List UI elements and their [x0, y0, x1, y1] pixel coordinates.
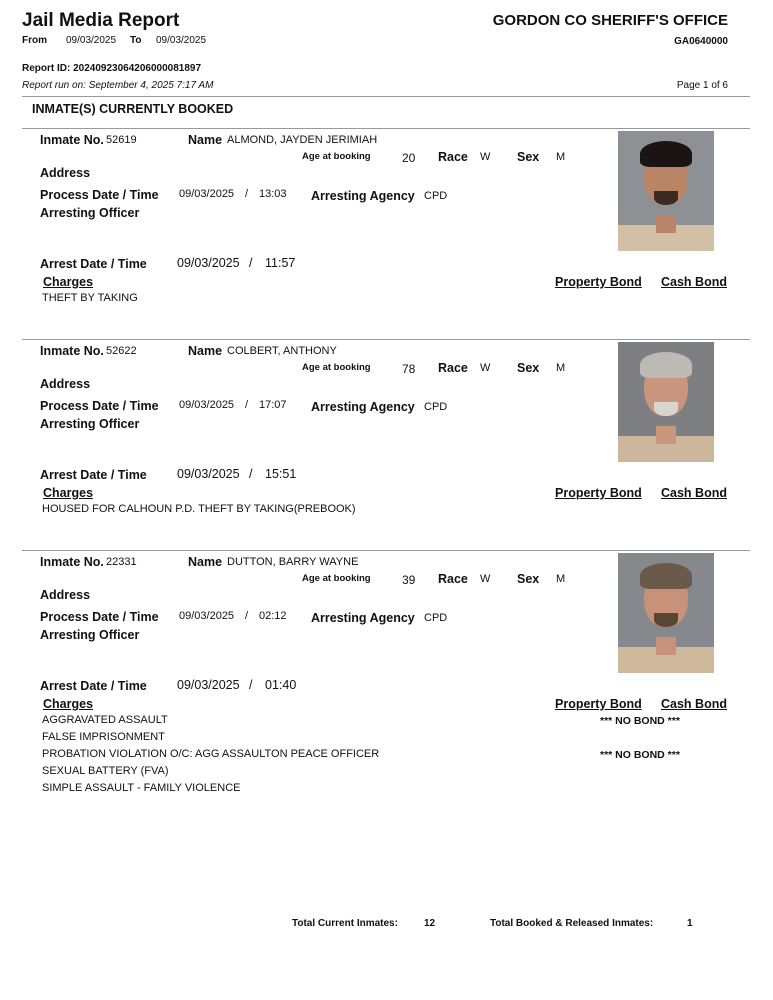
process-label: Process Date / Time: [40, 188, 159, 202]
total-current-label: Total Current Inmates:: [292, 918, 398, 929]
photo-hair: [640, 141, 692, 167]
process-label: Process Date / Time: [40, 399, 159, 413]
to-date: 09/03/2025: [156, 35, 207, 46]
inmate-no-label: Inmate No.: [40, 133, 104, 147]
charges-label: Charges: [43, 275, 94, 289]
inmate-divider: [22, 128, 750, 129]
from-label: From: [22, 35, 47, 46]
race-label: Race: [438, 361, 468, 375]
total-current-value: 12: [424, 918, 436, 929]
total-released-value: 1: [687, 918, 693, 929]
process-slash: /: [245, 188, 249, 200]
process-label: Process Date / Time: [40, 610, 159, 624]
name-label: Name: [188, 555, 223, 569]
cash-bond-label: Cash Bond: [661, 697, 727, 711]
charges-label: Charges: [43, 697, 94, 711]
photo-hair: [640, 352, 692, 378]
arrest-slash: /: [249, 256, 253, 270]
arrest-slash: /: [249, 467, 253, 481]
race-label: Race: [438, 150, 468, 164]
age-label: Age at booking: [302, 362, 371, 373]
name-label: Name: [188, 344, 223, 358]
inmate-sex: M: [556, 151, 566, 163]
process-time: 17:07: [259, 399, 287, 411]
property-bond-label: Property Bond: [555, 697, 642, 711]
charge-item: THEFT BY TAKING: [42, 292, 138, 304]
section-title: INMATE(S) CURRENTLY BOOKED: [32, 102, 234, 116]
from-date: 09/03/2025: [66, 35, 117, 46]
officer-label: Arresting Officer: [40, 628, 140, 642]
cash-bond-label: Cash Bond: [661, 486, 727, 500]
photo-neck: [656, 426, 676, 444]
office-name: GORDON CO SHERIFF'S OFFICE: [492, 12, 728, 29]
inmate-sex: M: [556, 573, 566, 585]
cash-bond-label: Cash Bond: [661, 275, 727, 289]
inmate-photo: [618, 342, 714, 462]
sex-label: Sex: [517, 572, 540, 586]
total-released-label: Total Booked & Released Inmates:: [490, 918, 654, 929]
photo-beard: [654, 191, 678, 205]
agency-label: Arresting Agency: [311, 611, 415, 625]
arrest-label: Arrest Date / Time: [40, 257, 147, 271]
sex-label: Sex: [517, 361, 540, 375]
charge-item: SIMPLE ASSAULT - FAMILY VIOLENCE: [42, 782, 241, 794]
arrest-time: 15:51: [265, 467, 297, 481]
officer-label: Arresting Officer: [40, 206, 140, 220]
address-label: Address: [40, 588, 91, 602]
inmate-no: 52622: [106, 345, 137, 357]
property-bond-label: Property Bond: [555, 486, 642, 500]
process-time: 13:03: [259, 188, 287, 200]
charges-label: Charges: [43, 486, 94, 500]
inmate-age: 20: [402, 151, 416, 165]
process-slash: /: [245, 399, 249, 411]
inmate-age: 78: [402, 362, 416, 376]
address-label: Address: [40, 166, 91, 180]
inmate-photo: [618, 131, 714, 251]
arresting-agency: CPD: [424, 612, 448, 624]
page-number: Page 1 of 6: [676, 80, 728, 91]
charge-item: SEXUAL BATTERY (FVA): [42, 765, 169, 777]
report-id: Report ID: 20240923064206000081897: [22, 63, 202, 74]
inmate-photo: [618, 553, 714, 673]
age-label: Age at booking: [302, 573, 371, 584]
address-label: Address: [40, 377, 91, 391]
header-divider: [22, 96, 750, 97]
report-title: Jail Media Report: [22, 10, 180, 31]
inmate-name: COLBERT, ANTHONY: [227, 345, 337, 357]
arrest-slash: /: [249, 678, 253, 692]
agency-label: Arresting Agency: [311, 189, 415, 203]
process-date: 09/03/2025: [179, 188, 235, 200]
arresting-agency: CPD: [424, 190, 448, 202]
inmate-name: DUTTON, BARRY WAYNE: [227, 556, 359, 568]
photo-beard: [654, 613, 678, 627]
officer-label: Arresting Officer: [40, 417, 140, 431]
inmate-age: 39: [402, 573, 416, 587]
office-code: GA0640000: [674, 36, 728, 47]
inmate-name: ALMOND, JAYDEN JERIMIAH: [227, 134, 378, 146]
process-slash: /: [245, 610, 249, 622]
charge-item: AGGRAVATED ASSAULT: [42, 714, 168, 726]
arrest-date: 09/03/2025: [177, 256, 240, 270]
arrest-date: 09/03/2025: [177, 467, 240, 481]
inmate-no-label: Inmate No.: [40, 555, 104, 569]
inmate-race: W: [480, 151, 491, 163]
inmate-race: W: [480, 362, 491, 374]
name-label: Name: [188, 133, 223, 147]
arresting-agency: CPD: [424, 401, 448, 413]
age-label: Age at booking: [302, 151, 371, 162]
race-label: Race: [438, 572, 468, 586]
photo-beard: [654, 402, 678, 416]
charge-item: FALSE IMPRISONMENT: [42, 731, 165, 743]
bond-status: *** NO BOND ***: [600, 749, 680, 761]
arrest-label: Arrest Date / Time: [40, 468, 147, 482]
charge-item: PROBATION VIOLATION O/C: AGG ASSAULTON PEACE OFFICER: [42, 748, 380, 760]
inmate-race: W: [480, 573, 491, 585]
arrest-label: Arrest Date / Time: [40, 679, 147, 693]
charge-item: HOUSED FOR CALHOUN P.D. THEFT BY TAKING(PREBOOK): [42, 503, 356, 515]
arrest-date: 09/03/2025: [177, 678, 240, 692]
inmate-divider: [22, 550, 750, 551]
property-bond-label: Property Bond: [555, 275, 642, 289]
bond-status: *** NO BOND ***: [600, 715, 680, 727]
inmate-sex: M: [556, 362, 566, 374]
inmate-divider: [22, 339, 750, 340]
arrest-time: 01:40: [265, 678, 297, 692]
inmate-no: 52619: [106, 134, 137, 146]
sex-label: Sex: [517, 150, 540, 164]
report-run-on: Report run on: September 4, 2025 7:17 AM: [22, 80, 214, 91]
agency-label: Arresting Agency: [311, 400, 415, 414]
inmate-no-label: Inmate No.: [40, 344, 104, 358]
process-date: 09/03/2025: [179, 399, 235, 411]
photo-neck: [656, 215, 676, 233]
photo-hair: [640, 563, 692, 589]
arrest-time: 11:57: [265, 256, 296, 270]
photo-neck: [656, 637, 676, 655]
process-time: 02:12: [259, 610, 287, 622]
to-label: To: [130, 35, 142, 46]
process-date: 09/03/2025: [179, 610, 235, 622]
inmate-no: 22331: [106, 556, 137, 568]
